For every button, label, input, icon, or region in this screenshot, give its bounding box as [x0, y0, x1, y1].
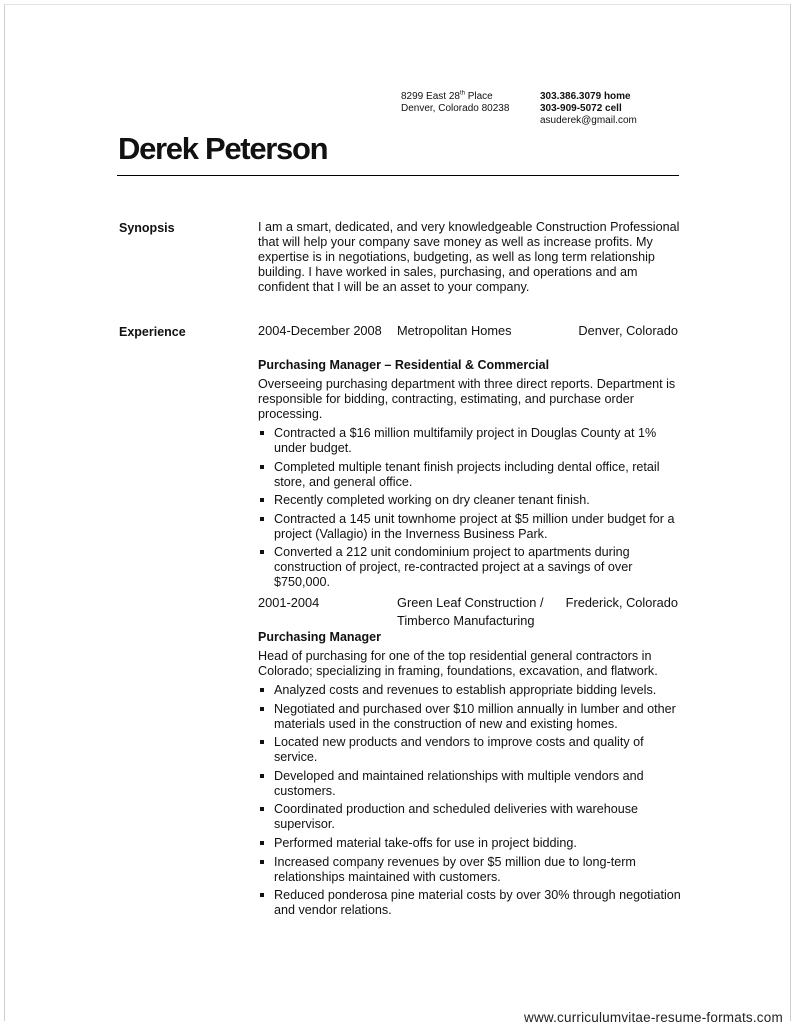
bullet-icon — [260, 860, 264, 864]
list-item — [258, 735, 686, 765]
job-dates: 2001-2004 — [258, 595, 320, 610]
job-title: Purchasing Manager — [258, 630, 381, 644]
list-item-text: Located new products and vendors to improve costs and quality of service. — [274, 735, 644, 765]
synopsis-text: I am a smart, dedicated, and very knowledgeable Construction Professional that will help your company save money as well as increase profits. My expertise is in negotiations, budgeting, as well as long term relationship building. I have worked in sales, purchasing, and operations and am confident that I will be an asset to your company. — [258, 220, 680, 294]
list-item-text: Contracted a 145 unit townhome project at $5 million under budget for a project (Vallagio) in the Inverness Business Park. — [274, 511, 675, 541]
bullet-icon — [260, 707, 264, 711]
bullet-icon — [260, 465, 264, 469]
list-item — [258, 769, 686, 799]
bullet-icon — [260, 841, 264, 845]
phone-cell: 303-909-5072 cell — [540, 103, 622, 114]
job-company-line-1: Green Leaf Construction / — [397, 595, 544, 610]
list-item — [258, 683, 686, 698]
list-item-text: Performed material take-offs for use in project bidding. — [274, 835, 577, 850]
list-item-text: Increased company revenues by over $5 million due to long-term relationships maintained with customers. — [274, 854, 636, 884]
job-location: Frederick, Colorado — [565, 595, 678, 610]
job-company — [397, 594, 544, 629]
address-line-2: Denver, Colorado 80238 — [401, 103, 510, 114]
bullet-icon — [260, 688, 264, 692]
address-street-suffix: Place — [464, 91, 493, 102]
job-company-line-2: Timberco Manufacturing — [397, 612, 535, 628]
address-line-1 — [401, 91, 509, 103]
header-divider — [117, 175, 679, 176]
bullet-icon — [260, 893, 264, 897]
contact-block — [540, 91, 637, 127]
list-item-text: Developed and maintained relationships with multiple vendors and customers. — [274, 768, 644, 798]
job-description: Head of purchasing for one of the top residential general contractors in Colorado; specializing in framing, foundations, excavation, and flatwork. — [258, 649, 658, 678]
list-item — [258, 802, 686, 832]
list-item — [258, 426, 686, 456]
list-item — [258, 545, 686, 590]
job-title: Purchasing Manager – Residential & Commercial — [258, 358, 550, 372]
synopsis-label: Synopsis — [119, 221, 175, 235]
footer-url: www.curriculumvitae-resume-formats.com — [524, 1010, 783, 1025]
bullet-icon — [260, 498, 264, 502]
list-item — [258, 836, 686, 851]
list-item-text: Negotiated and purchased over $10 million annually in lumber and other materials used in the construction of new and existing homes. — [274, 701, 676, 731]
job-company: Metropolitan Homes — [397, 323, 512, 338]
job-description: Overseeing purchasing department with three direct reports. Department is responsible for bidding, contracting, estimating, and purchase order processing. — [258, 377, 676, 421]
job-location: Denver, Colorado — [578, 323, 678, 338]
bullet-icon — [260, 740, 264, 744]
bullet-icon — [260, 431, 264, 435]
list-item — [258, 460, 686, 490]
list-item-text: Analyzed costs and revenues to establish appropriate bidding levels. — [274, 683, 657, 697]
job-dates: 2004-December 2008 — [258, 323, 382, 338]
bullet-icon — [260, 774, 264, 778]
list-item — [258, 493, 686, 508]
address-block — [401, 91, 509, 115]
list-item — [258, 855, 686, 885]
list-item-text: Contracted a $16 million multifamily project in Douglas County at 1% under budget. — [274, 426, 657, 455]
list-item-text: Converted a 212 unit condominium project to apartments during construction of project, re-contracted project at a savings of over $750,000. — [274, 545, 633, 590]
list-item — [258, 702, 686, 732]
address-street: 8299 East 28 — [401, 91, 460, 102]
email: asuderek@gmail.com — [540, 115, 637, 126]
list-item-text: Coordinated production and scheduled deliveries with warehouse supervisor. — [274, 802, 639, 832]
candidate-name: Derek Peterson — [118, 131, 328, 166]
job-header — [258, 322, 678, 340]
experience-label: Experience — [119, 325, 186, 339]
list-item-text: Completed multiple tenant finish projects including dental office, retail store, and general office. — [274, 459, 660, 489]
bullet-icon — [260, 517, 264, 521]
list-item — [258, 888, 686, 918]
job-achievements — [258, 683, 686, 922]
phone-home: 303.386.3079 home — [540, 91, 631, 102]
bullet-icon — [260, 807, 264, 811]
job-achievements — [258, 426, 686, 594]
job-header — [258, 594, 678, 630]
list-item — [258, 512, 686, 542]
bullet-icon — [260, 550, 264, 554]
list-item-text: Recently completed working on dry cleaner tenant finish. — [274, 493, 590, 508]
list-item-text: Reduced ponderosa pine material costs by over 30% through negotiation and vendor relations. — [274, 888, 681, 918]
address-ordinal: th — [459, 90, 465, 97]
